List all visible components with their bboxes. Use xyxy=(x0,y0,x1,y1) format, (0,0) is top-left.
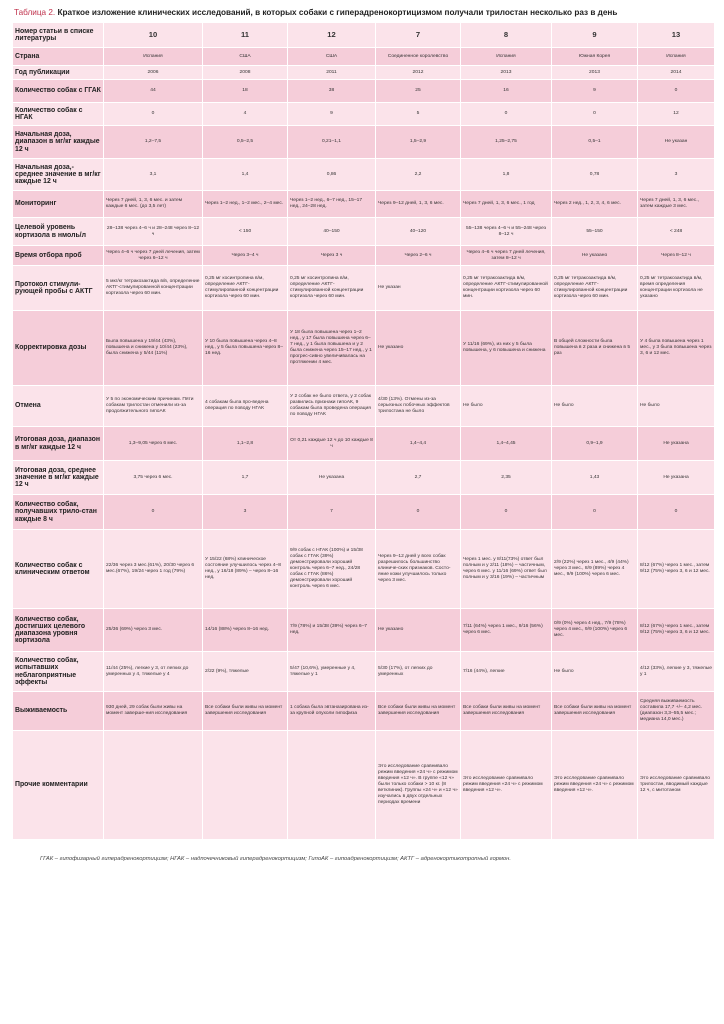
table-cell: 0,25 мг косинтропина в/м, определение АКТГ-стимулированной концентрации кортизола через 60 мин. xyxy=(203,266,288,311)
table-cell: 5/30 (17%), от легких до умеренных xyxy=(376,652,461,692)
table-cell: 2,35 xyxy=(461,461,552,495)
table-cell: 0,25 мг тетракозактида в/м, определение АКТГ-стимулированной концентрации кортизола через 60 мин. xyxy=(461,266,552,311)
row-header: Количество собак, достигших целевого диапазона уровня кортизола xyxy=(13,609,104,652)
row-header: Количество собак с ГГАК xyxy=(13,80,104,103)
table-row xyxy=(13,311,715,386)
table-cell: У 5 по экономическим причинам. Пяти собакам трилостан отменили из-за продолжительного гипоАК xyxy=(104,386,203,427)
row-header: Количество собак, получавших трило-стан каждые 8 ч xyxy=(13,495,104,530)
studies-table xyxy=(12,22,715,839)
table-cell: 1,4–4,45 xyxy=(461,427,552,461)
table-cell: < 150 xyxy=(203,218,288,246)
row-header: Начальная доза, диапазон в мг/кг каждые 12 ч xyxy=(13,126,104,159)
table-cell: Через 9–12 дней у всех собак разрешилось большинство клиниче-ских признаков. Состо-яние кожи улучшилось только через 3 мес. xyxy=(376,530,461,609)
table-cell: 0,5–1 xyxy=(552,126,638,159)
table-cell: Не указана xyxy=(288,461,376,495)
table-cell: Через 4–6 ч через 7 дней лечения, затем через 6–12 ч xyxy=(104,246,203,266)
table-cell: 4 xyxy=(203,103,288,126)
table-row xyxy=(13,609,715,652)
table-cell: Через 7 дней, 1, 3, 6 мес., затем каждые 3 мес. xyxy=(638,191,715,218)
study-number-cell: 10 xyxy=(104,23,203,48)
table-cell: Через 9–12 дней, 1, 3, 6 мес. xyxy=(376,191,461,218)
table-cell: Это исследование сравнивало режим введения «24 ч» с режимом введения «12 ч». В группе «12 ч» были только собаки > 10 кг. (8 ветклиник). Группы «24 ч» и «12 ч» изучались в двух отдельных периодах времени xyxy=(376,731,461,839)
table-cell: 2011 xyxy=(288,66,376,80)
table-cell: 1,8 xyxy=(461,159,552,191)
row-header: Прочие комментарии xyxy=(13,731,104,839)
table-cell: Средняя выживаемость составила 17,7 +/– 4,2 мес. (диапазон 3,3–55,5 мес.; медиана 14,0 мес.) xyxy=(638,692,715,731)
row-header: Год публикации xyxy=(13,66,104,80)
table-cell: От 0,21 каждые 12 ч до 10 каждые 8 ч xyxy=(288,427,376,461)
table-cell: Через 7 дней, 1, 3, 6 мес., 1 год xyxy=(461,191,552,218)
table-cell: 12 xyxy=(638,103,715,126)
table-cell: В общей сложности была повышена в 2 раза и снижена в 5 раз xyxy=(552,311,638,386)
table-cell: Через 1–2 нед., 1–2 мес., 2–4 мес. xyxy=(203,191,288,218)
row-header: Итоговая доза, диапазон в мг/кг каждые 12 ч xyxy=(13,427,104,461)
table-cell: Не было xyxy=(461,386,552,427)
table-cell: 0,21–1,1 xyxy=(288,126,376,159)
table-cell: Через 2–6 ч xyxy=(376,246,461,266)
row-header: Количество собак с клиническим ответом xyxy=(13,530,104,609)
table-cell: Не было xyxy=(552,386,638,427)
row-header: Итоговая доза, среднее значение в мг/кг каждые 12 ч xyxy=(13,461,104,495)
study-number-cell: 8 xyxy=(461,23,552,48)
table-cell: Не было xyxy=(638,386,715,427)
table-cell xyxy=(104,731,203,839)
table-cell: 0 xyxy=(638,80,715,103)
table-cell: 1,4 xyxy=(203,159,288,191)
table-row xyxy=(13,103,715,126)
table-cell: Не указано xyxy=(376,609,461,652)
table-cell: Через 8–12 ч xyxy=(638,246,715,266)
table-cell: Через 3 ч xyxy=(288,246,376,266)
row-header: Выживаемость xyxy=(13,692,104,731)
table-cell: 2,2 xyxy=(376,159,461,191)
table-cell: 38 xyxy=(288,80,376,103)
row-header: Начальная доза,- среднее значение в мг/кг каждые 12 ч xyxy=(13,159,104,191)
table-cell: Не указан xyxy=(376,266,461,311)
table-row xyxy=(13,427,715,461)
table-cell: 1,3–9,05 через 6 мес. xyxy=(104,427,203,461)
table-cell: 0,25 мг косинтропина в/м, определение АКТГ-стимулированной концентрации кортизола через 60 мин. xyxy=(288,266,376,311)
table-cell: 2006 xyxy=(104,66,203,80)
table-cell: Испания xyxy=(104,48,203,66)
table-cell: Не указана xyxy=(638,427,715,461)
table-cell: 0 xyxy=(461,103,552,126)
table-cell: 1,5–2,9 xyxy=(376,126,461,159)
table-header-row xyxy=(13,23,715,48)
table-cell: Через 2 нед., 1, 2, 3, 4, 6 мес. xyxy=(552,191,638,218)
table-cell: 2013 xyxy=(461,66,552,80)
table-row xyxy=(13,495,715,530)
table-number: Таблица 2. xyxy=(14,8,56,17)
table-row xyxy=(13,266,715,311)
table-cell: 18 xyxy=(203,80,288,103)
study-number-cell: 7 xyxy=(376,23,461,48)
table-cell: Через 4–6 ч через 7 дней лечения, затем 8–12 ч xyxy=(461,246,552,266)
study-number-cell: 11 xyxy=(203,23,288,48)
table-cell: 0,86 xyxy=(288,159,376,191)
table-cell: Через 1 мес. у 8/11(73%) ответ был полным и у 2/11 (18%) – частичным, через 6 мес. у 11/16 (69%) ответ был полным и у 3/16 (19%) – частичным xyxy=(461,530,552,609)
row-header: Отмена xyxy=(13,386,104,427)
table-row xyxy=(13,80,715,103)
table-cell: Соединенное королевство xyxy=(376,48,461,66)
table-cell: Это исследование сравнивало режим введения «24 ч» с режимом введения «12 ч». xyxy=(552,731,638,839)
table-row xyxy=(13,159,715,191)
table-cell: 2013 xyxy=(552,66,638,80)
table-cell: 4 собакам была про-ведена операция по поводу НГАК xyxy=(203,386,288,427)
table-cell: 0/9 (0%) через 4 нед., 7/9 (78%) через 4 мес., 9/9 (100%) через 6 мес. xyxy=(552,609,638,652)
table-row xyxy=(13,461,715,495)
table-cell: 0 xyxy=(552,495,638,530)
table-cell: 7 xyxy=(288,495,376,530)
row-header: Мониторинг xyxy=(13,191,104,218)
table-cell: 3,75 через 6 мес. xyxy=(104,461,203,495)
table-cell: 0,78 xyxy=(552,159,638,191)
table-cell: 22/36 через 3 мес.(61%), 20/30 через 6 мес.(67%), 19/24 через 1 год (79%) xyxy=(104,530,203,609)
table-cell: 0 xyxy=(552,103,638,126)
table-cell: США xyxy=(288,48,376,66)
table-cell: Не указана xyxy=(638,461,715,495)
table-cell: 0 xyxy=(461,495,552,530)
table-cell: 2014 xyxy=(638,66,715,80)
table-cell: Все собаки были живы на момент завершения исследования xyxy=(376,692,461,731)
table-cell: У 4 была повышена через 1 мес., у 3 была повышена через 3, 6 и 12 мес. xyxy=(638,311,715,386)
table-row xyxy=(13,652,715,692)
table-cell: 44 xyxy=(104,80,203,103)
table-row xyxy=(13,246,715,266)
table-cell: Не было xyxy=(552,652,638,692)
table-row xyxy=(13,191,715,218)
table-cell: 2/22 (9%), тяжелые xyxy=(203,652,288,692)
table-cell xyxy=(203,731,288,839)
table-row xyxy=(13,48,715,66)
table-row xyxy=(13,386,715,427)
table-cell: 4/12 (33%), легкие у 3, тяжелые у 1 xyxy=(638,652,715,692)
table-title: Краткое изложение клинических исследований, в которых собаки с гиперадренокортицизмом получали трилостан несколько раз в день xyxy=(57,8,618,17)
table-row xyxy=(13,66,715,80)
table-cell: 9/9 собак с НГАК (100%) и 15/38 собак с ГГАК (39%) демонстрировали хороший контроль через 6–7 нед., 24/28 собак с ГГАК (86%) демонстрировали хороший контроль через 6 мес. xyxy=(288,530,376,609)
table-cell: У 10 была повышена через 4–8 нед., у 5 была повышена через 8–16 нед. xyxy=(203,311,288,386)
table-cell: 7/9 (78%) и 15/38 (39%) через 6–7 нед. xyxy=(288,609,376,652)
table-cell: Не указано xyxy=(552,246,638,266)
table-row xyxy=(13,218,715,246)
table-cell: 9 xyxy=(552,80,638,103)
table-cell: Это исследование сравнивало режим введения «24 ч» с режимом введения «12 ч». xyxy=(461,731,552,839)
table-cell: Не указан xyxy=(638,126,715,159)
table-cell: У 15/22 (68%) клиническое состояние улучшилось через 4–8 нед., у 16/18 (89%) – через 8–16 нед. xyxy=(203,530,288,609)
table-cell: 55–138 через 4–6 ч и 55–248 через 8–12 ч xyxy=(461,218,552,246)
table-cell: 1,1–2,8 xyxy=(203,427,288,461)
table-cell: Была повышена у 19/44 (43%), повышена и снижена у 10/44 (23%), была снижена у 5/44 (11%) xyxy=(104,311,203,386)
table-cell: 3 xyxy=(638,159,715,191)
row-header: Номер статьи в списке литературы xyxy=(13,23,104,48)
table-cell: 0,9–1,9 xyxy=(552,427,638,461)
table-cell: 1,7 xyxy=(203,461,288,495)
table-cell: 8/12 (67%) через 1 мес., затем 9/12 (75%) через 3, 6 и 12 мес. xyxy=(638,530,715,609)
table-cell: 55–150 xyxy=(552,218,638,246)
table-cell: Все собаки были живы на момент завершения исследования xyxy=(461,692,552,731)
row-header: Протокол стимули-рующей пробы с АКТГ xyxy=(13,266,104,311)
table-cell: 930 дней, 29 собак были живы на момент заверше-ния исследования xyxy=(104,692,203,731)
table-cell: Южная Корея xyxy=(552,48,638,66)
row-header: Целевой уровень кортизола в нмоль/л xyxy=(13,218,104,246)
table-cell: У 18 была повышена через 1–2 нед., у 17 была повышена через 6–7 нед., у 1 была повышена и у 2 была снижена через 15–17 нед., у 1 прогрес-сивно увеличивалась на протяжении 4 мес. xyxy=(288,311,376,386)
table-cell: У 11/16 (69%), из них у 5 была повышена, у 6 повышена и снижена xyxy=(461,311,552,386)
row-header: Корректировка дозы xyxy=(13,311,104,386)
study-number-cell: 9 xyxy=(552,23,638,48)
table-cell: 5 мкг/кг тетракозактида в/в, определение АКТГ-стимулированной концентрации кортизола через 60 мин. xyxy=(104,266,203,311)
table-cell: 2012 xyxy=(376,66,461,80)
row-header: Страна xyxy=(13,48,104,66)
table-cell: 0 xyxy=(104,495,203,530)
table-cell: 7/11 (64%) через 1 мес., 9/16 (56%) через 6 мес. xyxy=(461,609,552,652)
table-cell: 0 xyxy=(376,495,461,530)
table-cell: Испания xyxy=(461,48,552,66)
table-cell: 5 xyxy=(376,103,461,126)
table-cell: 9 xyxy=(288,103,376,126)
study-number-cell: 12 xyxy=(288,23,376,48)
table-cell: 2,7 xyxy=(376,461,461,495)
table-cell: Через 7 дней, 1, 3, 6 мес. и затем каждые 6 мес. (до 3,5 лет) xyxy=(104,191,203,218)
table-cell: 1,43 xyxy=(552,461,638,495)
table-cell: Через 1–2 нед., 6–7 нед., 15–17 нед., 24–28 нед. xyxy=(288,191,376,218)
table-cell: 25 xyxy=(376,80,461,103)
table-cell: 1 собака была эвтаназирована из-за крупной опухоли гипофиза xyxy=(288,692,376,731)
row-header: Количество собак с НГАК xyxy=(13,103,104,126)
table-row xyxy=(13,126,715,159)
row-header: Время отбора проб xyxy=(13,246,104,266)
table-row xyxy=(13,692,715,731)
table-cell: 3 xyxy=(203,495,288,530)
table-cell: Все собаки были живы на момент завершения исследования xyxy=(552,692,638,731)
table-caption xyxy=(14,8,714,18)
table-cell: < 248 xyxy=(638,218,715,246)
table-cell: 14/16 (88%) через 8–16 нед. xyxy=(203,609,288,652)
table-cell: 40–150 xyxy=(288,218,376,246)
table-cell: 1,4–4,4 xyxy=(376,427,461,461)
table-cell: 5/47 (10,6%), умеренные у 4, тяжелые у 1 xyxy=(288,652,376,692)
table-cell: Испания xyxy=(638,48,715,66)
table-cell: 1,25–2,75 xyxy=(461,126,552,159)
table-cell: 25/36 (69%) через 3 мес. xyxy=(104,609,203,652)
table-cell: 2/9 (22%) через 1 мес., 4/9 (44%) через 3 мес., 8/9 (89%) через 4 мес., 9/9 (100%) через 6 мес. xyxy=(552,530,638,609)
study-number-cell: 13 xyxy=(638,23,715,48)
table-cell: У 2 собак не было ответа, у 2 собак развились признаки гипоАК, 9 собакам была проведена операция по поводу НГАК xyxy=(288,386,376,427)
table-footnote: ГГАК – гипофизарный гиперадренокортицизм; НГАК – надпочечниковый гиперадренокортицизм; ГипоАК – гипоадренокортицизм; АКТГ – адренокортикотропный гормон. xyxy=(40,856,511,862)
table-cell: Не указано xyxy=(376,311,461,386)
table-cell: США xyxy=(203,48,288,66)
table-cell: 40–120 xyxy=(376,218,461,246)
table-cell: 11/44 (25%), легкие у 3, от легких до умеренных у 4, тяжелые у 4 xyxy=(104,652,203,692)
table-cell: 3,1 xyxy=(104,159,203,191)
table-cell: 0,5–2,5 xyxy=(203,126,288,159)
table-cell: Все собаки были живы на момент завершения исследования xyxy=(203,692,288,731)
table-cell: 0 xyxy=(104,103,203,126)
table-cell: 28–138 через 4–6 ч и 28–248 через 8–12 ч xyxy=(104,218,203,246)
table-cell: 2008 xyxy=(203,66,288,80)
table-cell: 8/12 (67%) через 1 мес., затем 9/12 (75%) через 3, 6 и 12 мес. xyxy=(638,609,715,652)
table-cell: 1,2–7,5 xyxy=(104,126,203,159)
table-cell: 0,25 мг тетракозактида в/м, время определения концентрации кортизола не указано xyxy=(638,266,715,311)
table-cell: 0 xyxy=(638,495,715,530)
table-cell xyxy=(288,731,376,839)
row-header: Количество собак, испытавших неблагоприятные эффекты xyxy=(13,652,104,692)
table-cell: 0,25 мг тетракозактида в/м, определение АКТГ-стимулированной концентрации кортизола через 60 мин. xyxy=(552,266,638,311)
table-row xyxy=(13,530,715,609)
table-cell: Это исследование сравнивало трилостан, вводимый каждые 12 ч, с митотаном xyxy=(638,731,715,839)
table-cell: Через 3–4 ч xyxy=(203,246,288,266)
table-cell: 16 xyxy=(461,80,552,103)
table-cell: 7/16 (44%), легкие xyxy=(461,652,552,692)
table-cell: 4/30 (13%). Отмены из-за серьезных побочных эффектов трилостана не было xyxy=(376,386,461,427)
table-row xyxy=(13,731,715,839)
